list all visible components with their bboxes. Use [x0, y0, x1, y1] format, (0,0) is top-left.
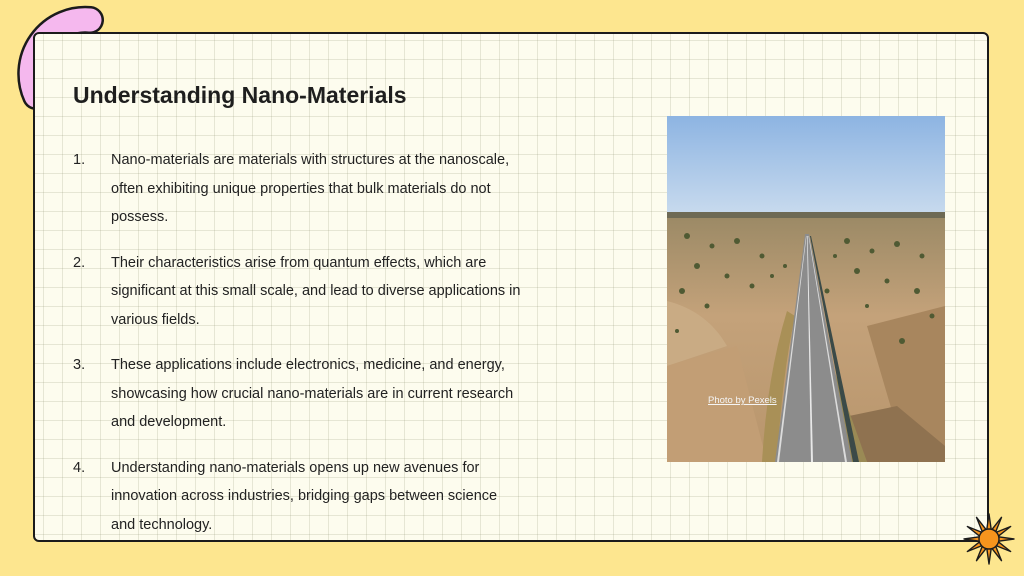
item-number: 4. — [73, 459, 86, 476]
road-landscape-photo — [667, 116, 945, 462]
list-item — [73, 454, 523, 540]
item-number: 2. — [73, 254, 86, 271]
list-item — [73, 249, 523, 335]
list-item — [73, 351, 523, 437]
item-text: Nano-materials are materials with structures at the nanoscale, often exhibiting unique properties that bulk materials do not possess. — [111, 152, 510, 225]
photo-credit-link[interactable]: Photo by Pexels — [708, 395, 777, 406]
item-number: 3. — [73, 357, 86, 373]
item-text: Their characteristics arise from quantum effects, which are significant at this small scale, and lead to diverse applications in various fields. — [111, 254, 521, 328]
item-text: These applications include electronics, medicine, and energy, showcasing how crucial nano-materials are in current research and development. — [111, 357, 514, 430]
landscape-image — [667, 116, 945, 462]
slide-card — [33, 32, 989, 542]
slide-title: Understanding Nano-Materials — [73, 82, 407, 108]
item-text: Understanding nano-materials opens up new avenues for innovation across industries, bridging gaps between science and technology. — [111, 459, 498, 533]
item-number: 1. — [73, 152, 86, 168]
bullet-list — [73, 146, 523, 542]
list-item — [73, 146, 523, 232]
orange-sunburst-decoration — [962, 512, 1016, 566]
